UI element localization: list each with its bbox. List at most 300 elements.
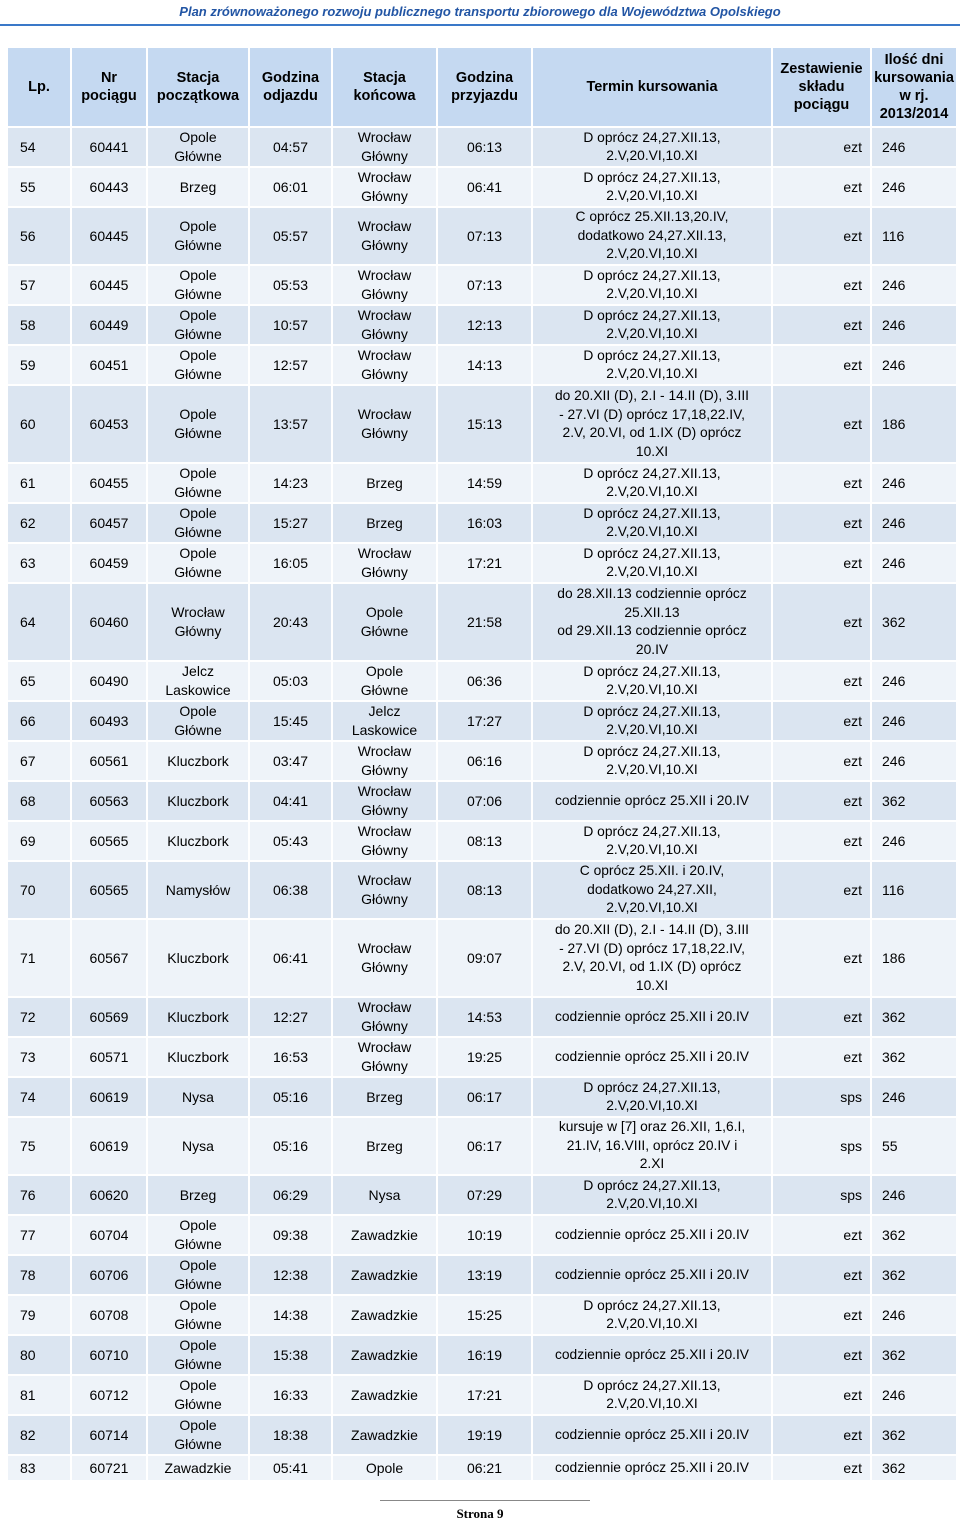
table-row (7, 1117, 957, 1175)
cell-arrival-time: 16:03 (437, 503, 532, 543)
cell-departure-time: 15:38 (249, 1335, 332, 1375)
cell-lp: 70 (7, 861, 71, 919)
cell-train-number: 60619 (71, 1077, 147, 1117)
table-row (7, 1215, 957, 1255)
cell-train-number: 60459 (71, 543, 147, 583)
cell-train-number: 60457 (71, 503, 147, 543)
cell-days-count: 246 (871, 503, 957, 543)
cell-train-composition: ezt (772, 861, 871, 919)
cell-start-station: Kluczbork (147, 919, 249, 997)
table-row (7, 207, 957, 265)
cell-schedule-terms: codziennie oprócz 25.XII i 20.IV (532, 1415, 772, 1455)
cell-lp: 73 (7, 1037, 71, 1077)
cell-start-station: Opole Główne (147, 1295, 249, 1335)
cell-lp: 62 (7, 503, 71, 543)
cell-days-count: 246 (871, 661, 957, 701)
cell-arrival-time: 08:13 (437, 821, 532, 861)
cell-train-composition: sps (772, 1175, 871, 1215)
cell-arrival-time: 17:21 (437, 1375, 532, 1415)
cell-schedule-terms: codziennie oprócz 25.XII i 20.IV (532, 1037, 772, 1077)
cell-end-station: Wrocław Główny (332, 167, 437, 207)
cell-train-number: 60451 (71, 345, 147, 385)
cell-train-composition: ezt (772, 1375, 871, 1415)
cell-days-count: 246 (871, 741, 957, 781)
cell-arrival-time: 06:21 (437, 1455, 532, 1481)
table-row (7, 997, 957, 1037)
document-header (0, 0, 960, 30)
cell-train-number: 60620 (71, 1175, 147, 1215)
cell-days-count: 246 (871, 701, 957, 741)
cell-lp: 59 (7, 345, 71, 385)
cell-train-number: 60571 (71, 1037, 147, 1077)
cell-lp: 64 (7, 583, 71, 661)
cell-train-number: 60443 (71, 167, 147, 207)
cell-arrival-time: 15:13 (437, 385, 532, 463)
cell-end-station: Wrocław Główny (332, 1037, 437, 1077)
cell-end-station: Opole Główne (332, 661, 437, 701)
cell-lp: 65 (7, 661, 71, 701)
cell-end-station: Zawadzkie (332, 1295, 437, 1335)
cell-train-composition: ezt (772, 661, 871, 701)
column-header-days-count: Ilość dni kursowania w rj. 2013/2014 (871, 47, 957, 127)
column-header-end-station: Stacja końcowa (332, 47, 437, 127)
cell-days-count: 246 (871, 127, 957, 167)
cell-arrival-time: 12:13 (437, 305, 532, 345)
cell-lp: 66 (7, 701, 71, 741)
cell-lp: 83 (7, 1455, 71, 1481)
cell-lp: 60 (7, 385, 71, 463)
cell-end-station: Wrocław Główny (332, 997, 437, 1037)
table-row (7, 1037, 957, 1077)
cell-departure-time: 12:27 (249, 997, 332, 1037)
cell-schedule-terms: do 20.XII (D), 2.I - 14.II (D), 3.III - 27.VI (D) oprócz 17,18,22.IV, 2.V, 20.VI, od 1.IX (D) oprócz 10.XI (532, 385, 772, 463)
cell-start-station: Opole Główne (147, 543, 249, 583)
cell-schedule-terms: D oprócz 24,27.XII.13, 2.V,20.VI,10.XI (532, 1375, 772, 1415)
column-header-train-composition: Zestawienie składu pociągu (772, 47, 871, 127)
cell-train-composition: ezt (772, 1415, 871, 1455)
cell-train-number: 60565 (71, 861, 147, 919)
cell-start-station: Nysa (147, 1117, 249, 1175)
table-row (7, 821, 957, 861)
cell-lp: 82 (7, 1415, 71, 1455)
cell-train-number: 60706 (71, 1255, 147, 1295)
cell-train-number: 60455 (71, 463, 147, 503)
cell-end-station: Wrocław Główny (332, 127, 437, 167)
cell-days-count: 246 (871, 1175, 957, 1215)
cell-train-composition: ezt (772, 543, 871, 583)
cell-arrival-time: 06:13 (437, 127, 532, 167)
cell-departure-time: 06:29 (249, 1175, 332, 1215)
cell-schedule-terms: D oprócz 24,27.XII.13, 2.V,20.VI,10.XI (532, 265, 772, 305)
table-row (7, 861, 957, 919)
cell-end-station: Brzeg (332, 1077, 437, 1117)
cell-schedule-terms: D oprócz 24,27.XII.13, 2.V,20.VI,10.XI (532, 167, 772, 207)
cell-days-count: 116 (871, 861, 957, 919)
cell-days-count: 246 (871, 821, 957, 861)
cell-train-composition: ezt (772, 1335, 871, 1375)
cell-end-station: Wrocław Główny (332, 741, 437, 781)
cell-schedule-terms: D oprócz 24,27.XII.13, 2.V,20.VI,10.XI (532, 345, 772, 385)
cell-train-composition: ezt (772, 167, 871, 207)
cell-end-station: Zawadzkie (332, 1335, 437, 1375)
cell-arrival-time: 07:13 (437, 265, 532, 305)
cell-departure-time: 04:41 (249, 781, 332, 821)
cell-start-station: Jelcz Laskowice (147, 661, 249, 701)
cell-end-station: Nysa (332, 1175, 437, 1215)
cell-lp: 74 (7, 1077, 71, 1117)
cell-departure-time: 06:38 (249, 861, 332, 919)
cell-end-station: Wrocław Główny (332, 207, 437, 265)
cell-train-number: 60565 (71, 821, 147, 861)
cell-schedule-terms: D oprócz 24,27.XII.13, 2.V,20.VI,10.XI (532, 305, 772, 345)
cell-arrival-time: 16:19 (437, 1335, 532, 1375)
cell-departure-time: 12:57 (249, 345, 332, 385)
cell-schedule-terms: D oprócz 24,27.XII.13, 2.V,20.VI,10.XI (532, 503, 772, 543)
cell-end-station: Wrocław Główny (332, 385, 437, 463)
cell-departure-time: 09:38 (249, 1215, 332, 1255)
cell-lp: 69 (7, 821, 71, 861)
cell-end-station: Zawadzkie (332, 1255, 437, 1295)
cell-lp: 71 (7, 919, 71, 997)
cell-train-number: 60460 (71, 583, 147, 661)
cell-end-station: Wrocław Główny (332, 265, 437, 305)
table-row (7, 1375, 957, 1415)
cell-arrival-time: 19:25 (437, 1037, 532, 1077)
cell-arrival-time: 06:17 (437, 1077, 532, 1117)
cell-start-station: Kluczbork (147, 781, 249, 821)
cell-schedule-terms: codziennie oprócz 25.XII i 20.IV (532, 997, 772, 1037)
cell-days-count: 362 (871, 583, 957, 661)
cell-train-number: 60445 (71, 265, 147, 305)
table-row (7, 781, 957, 821)
cell-schedule-terms: C oprócz 25.XII. i 20.IV, dodatkowo 24,27.XII, 2.V,20.VI,10.XI (532, 861, 772, 919)
cell-lp: 76 (7, 1175, 71, 1215)
cell-train-number: 60493 (71, 701, 147, 741)
cell-schedule-terms: kursuje w [7] oraz 26.XII, 1,6.I, 21.IV, 16.VIII, oprócz 20.IV i 2.XI (532, 1117, 772, 1175)
cell-departure-time: 13:57 (249, 385, 332, 463)
cell-days-count: 362 (871, 1255, 957, 1295)
table-row (7, 1255, 957, 1295)
table-row (7, 583, 957, 661)
cell-departure-time: 03:47 (249, 741, 332, 781)
cell-end-station: Wrocław Główny (332, 919, 437, 997)
cell-start-station: Opole Główne (147, 127, 249, 167)
cell-train-number: 60441 (71, 127, 147, 167)
cell-days-count: 246 (871, 1077, 957, 1117)
cell-arrival-time: 08:13 (437, 861, 532, 919)
cell-departure-time: 18:38 (249, 1415, 332, 1455)
cell-days-count: 55 (871, 1117, 957, 1175)
cell-schedule-terms: C oprócz 25.XII.13,20.IV, dodatkowo 24,27.XII.13, 2.V,20.VI,10.XI (532, 207, 772, 265)
cell-start-station: Opole Główne (147, 1375, 249, 1415)
cell-departure-time: 15:27 (249, 503, 332, 543)
table-row (7, 1455, 957, 1481)
cell-schedule-terms: codziennie oprócz 25.XII i 20.IV (532, 1215, 772, 1255)
cell-schedule-terms: D oprócz 24,27.XII.13, 2.V,20.VI,10.XI (532, 543, 772, 583)
cell-departure-time: 04:57 (249, 127, 332, 167)
cell-schedule-terms: D oprócz 24,27.XII.13, 2.V,20.VI,10.XI (532, 127, 772, 167)
cell-lp: 77 (7, 1215, 71, 1255)
cell-lp: 54 (7, 127, 71, 167)
cell-departure-time: 05:43 (249, 821, 332, 861)
cell-train-number: 60721 (71, 1455, 147, 1481)
cell-arrival-time: 14:59 (437, 463, 532, 503)
cell-days-count: 246 (871, 463, 957, 503)
cell-end-station: Zawadzkie (332, 1375, 437, 1415)
cell-lp: 61 (7, 463, 71, 503)
column-header-start-station: Stacja początkowa (147, 47, 249, 127)
cell-lp: 78 (7, 1255, 71, 1295)
table-row (7, 127, 957, 167)
cell-days-count: 362 (871, 1335, 957, 1375)
table-row (7, 661, 957, 701)
cell-start-station: Kluczbork (147, 997, 249, 1037)
cell-schedule-terms: D oprócz 24,27.XII.13, 2.V,20.VI,10.XI (532, 701, 772, 741)
cell-train-number: 60619 (71, 1117, 147, 1175)
cell-schedule-terms: D oprócz 24,27.XII.13, 2.V,20.VI,10.XI (532, 821, 772, 861)
cell-lp: 56 (7, 207, 71, 265)
cell-days-count: 186 (871, 385, 957, 463)
cell-train-composition: ezt (772, 781, 871, 821)
cell-train-number: 60710 (71, 1335, 147, 1375)
cell-schedule-terms: codziennie oprócz 25.XII i 20.IV (532, 781, 772, 821)
cell-arrival-time: 06:17 (437, 1117, 532, 1175)
cell-schedule-terms: D oprócz 24,27.XII.13, 2.V,20.VI,10.XI (532, 661, 772, 701)
cell-start-station: Zawadzkie (147, 1455, 249, 1481)
cell-departure-time: 05:41 (249, 1455, 332, 1481)
cell-schedule-terms: D oprócz 24,27.XII.13, 2.V,20.VI,10.XI (532, 1077, 772, 1117)
table-row (7, 503, 957, 543)
cell-train-composition: ezt (772, 1215, 871, 1255)
cell-departure-time: 05:16 (249, 1077, 332, 1117)
column-header-departure-time: Godzina odjazdu (249, 47, 332, 127)
cell-arrival-time: 14:53 (437, 997, 532, 1037)
cell-train-composition: ezt (772, 207, 871, 265)
cell-days-count: 362 (871, 1037, 957, 1077)
cell-end-station: Wrocław Główny (332, 781, 437, 821)
cell-start-station: Namysłów (147, 861, 249, 919)
cell-train-composition: ezt (772, 919, 871, 997)
cell-departure-time: 16:53 (249, 1037, 332, 1077)
cell-start-station: Brzeg (147, 1175, 249, 1215)
table-row (7, 1335, 957, 1375)
table-row (7, 385, 957, 463)
cell-lp: 80 (7, 1335, 71, 1375)
cell-train-number: 60490 (71, 661, 147, 701)
cell-start-station: Opole Główne (147, 1335, 249, 1375)
timetable (6, 46, 958, 1482)
cell-arrival-time: 07:29 (437, 1175, 532, 1215)
cell-days-count: 246 (871, 305, 957, 345)
cell-schedule-terms: codziennie oprócz 25.XII i 20.IV (532, 1455, 772, 1481)
cell-arrival-time: 17:27 (437, 701, 532, 741)
table-row (7, 265, 957, 305)
cell-start-station: Kluczbork (147, 1037, 249, 1077)
cell-arrival-time: 07:06 (437, 781, 532, 821)
cell-schedule-terms: codziennie oprócz 25.XII i 20.IV (532, 1335, 772, 1375)
cell-train-composition: ezt (772, 997, 871, 1037)
cell-train-number: 60569 (71, 997, 147, 1037)
cell-train-number: 60714 (71, 1415, 147, 1455)
cell-arrival-time: 13:19 (437, 1255, 532, 1295)
cell-start-station: Opole Główne (147, 1215, 249, 1255)
cell-train-composition: ezt (772, 1455, 871, 1481)
cell-train-number: 60567 (71, 919, 147, 997)
cell-arrival-time: 15:25 (437, 1295, 532, 1335)
cell-train-composition: ezt (772, 583, 871, 661)
cell-start-station: Opole Główne (147, 207, 249, 265)
cell-arrival-time: 09:07 (437, 919, 532, 997)
cell-departure-time: 06:01 (249, 167, 332, 207)
cell-days-count: 246 (871, 167, 957, 207)
cell-start-station: Nysa (147, 1077, 249, 1117)
cell-train-composition: sps (772, 1077, 871, 1117)
cell-lp: 67 (7, 741, 71, 781)
page-number: Strona 9 (456, 1506, 504, 1521)
cell-lp: 81 (7, 1375, 71, 1415)
cell-departure-time: 05:53 (249, 265, 332, 305)
cell-days-count: 116 (871, 207, 957, 265)
cell-schedule-terms: D oprócz 24,27.XII.13, 2.V,20.VI,10.XI (532, 1295, 772, 1335)
cell-start-station: Opole Główne (147, 265, 249, 305)
cell-train-number: 60453 (71, 385, 147, 463)
cell-end-station: Zawadzkie (332, 1215, 437, 1255)
cell-days-count: 362 (871, 1415, 957, 1455)
cell-lp: 57 (7, 265, 71, 305)
cell-end-station: Opole Główne (332, 583, 437, 661)
cell-train-number: 60561 (71, 741, 147, 781)
cell-start-station: Wrocław Główny (147, 583, 249, 661)
cell-arrival-time: 06:41 (437, 167, 532, 207)
cell-end-station: Wrocław Główny (332, 861, 437, 919)
table-header-row (7, 47, 957, 127)
cell-train-composition: ezt (772, 1255, 871, 1295)
cell-start-station: Opole Główne (147, 701, 249, 741)
cell-days-count: 246 (871, 265, 957, 305)
cell-train-number: 60563 (71, 781, 147, 821)
cell-start-station: Opole Główne (147, 503, 249, 543)
cell-lp: 55 (7, 167, 71, 207)
column-header-arrival-time: Godzina przyjazdu (437, 47, 532, 127)
cell-arrival-time: 14:13 (437, 345, 532, 385)
cell-train-composition: ezt (772, 503, 871, 543)
table-row (7, 1175, 957, 1215)
cell-departure-time: 05:57 (249, 207, 332, 265)
cell-departure-time: 16:05 (249, 543, 332, 583)
cell-arrival-time: 10:19 (437, 1215, 532, 1255)
cell-lp: 58 (7, 305, 71, 345)
cell-train-composition: ezt (772, 305, 871, 345)
cell-end-station: Wrocław Główny (332, 305, 437, 345)
table-row (7, 463, 957, 503)
cell-departure-time: 20:43 (249, 583, 332, 661)
cell-departure-time: 06:41 (249, 919, 332, 997)
footer-divider (380, 1500, 590, 1501)
cell-train-composition: ezt (772, 345, 871, 385)
cell-train-number: 60712 (71, 1375, 147, 1415)
cell-days-count: 362 (871, 997, 957, 1037)
cell-arrival-time: 06:36 (437, 661, 532, 701)
cell-departure-time: 12:38 (249, 1255, 332, 1295)
cell-train-composition: ezt (772, 265, 871, 305)
table-row (7, 167, 957, 207)
table-row (7, 345, 957, 385)
column-header-lp: Lp. (7, 47, 71, 127)
cell-days-count: 246 (871, 543, 957, 583)
cell-train-composition: ezt (772, 385, 871, 463)
cell-start-station: Brzeg (147, 167, 249, 207)
cell-schedule-terms: D oprócz 24,27.XII.13, 2.V,20.VI,10.XI (532, 741, 772, 781)
table-row (7, 1415, 957, 1455)
cell-end-station: Wrocław Główny (332, 543, 437, 583)
cell-schedule-terms: D oprócz 24,27.XII.13, 2.V,20.VI,10.XI (532, 1175, 772, 1215)
cell-departure-time: 14:23 (249, 463, 332, 503)
cell-train-composition: ezt (772, 701, 871, 741)
cell-lp: 63 (7, 543, 71, 583)
table-row (7, 701, 957, 741)
cell-departure-time: 05:03 (249, 661, 332, 701)
cell-arrival-time: 06:16 (437, 741, 532, 781)
cell-start-station: Kluczbork (147, 741, 249, 781)
cell-end-station: Wrocław Główny (332, 345, 437, 385)
cell-days-count: 362 (871, 1215, 957, 1255)
column-header-schedule-terms: Termin kursowania (532, 47, 772, 127)
cell-train-number: 60449 (71, 305, 147, 345)
document-footer (0, 1500, 960, 1521)
cell-end-station: Brzeg (332, 463, 437, 503)
cell-days-count: 362 (871, 1455, 957, 1481)
cell-days-count: 246 (871, 345, 957, 385)
cell-departure-time: 15:45 (249, 701, 332, 741)
cell-lp: 75 (7, 1117, 71, 1175)
cell-train-composition: ezt (772, 821, 871, 861)
cell-arrival-time: 21:58 (437, 583, 532, 661)
cell-start-station: Opole Główne (147, 305, 249, 345)
cell-days-count: 246 (871, 1375, 957, 1415)
table-row (7, 305, 957, 345)
cell-start-station: Opole Główne (147, 385, 249, 463)
cell-train-number: 60445 (71, 207, 147, 265)
cell-arrival-time: 17:21 (437, 543, 532, 583)
cell-train-number: 60704 (71, 1215, 147, 1255)
cell-train-composition: ezt (772, 1295, 871, 1335)
cell-arrival-time: 19:19 (437, 1415, 532, 1455)
cell-train-composition: ezt (772, 463, 871, 503)
cell-end-station: Wrocław Główny (332, 821, 437, 861)
document-title: Plan zrównoważonego rozwoju publicznego transportu zbiorowego dla Województwa Opolskiego (179, 4, 781, 19)
cell-schedule-terms: do 28.XII.13 codziennie oprócz 25.XII.13 od 29.XII.13 codziennie oprócz 20.IV (532, 583, 772, 661)
table-row (7, 1295, 957, 1335)
cell-departure-time: 16:33 (249, 1375, 332, 1415)
cell-departure-time: 05:16 (249, 1117, 332, 1175)
cell-start-station: Opole Główne (147, 1415, 249, 1455)
cell-start-station: Opole Główne (147, 463, 249, 503)
cell-arrival-time: 07:13 (437, 207, 532, 265)
cell-end-station: Opole (332, 1455, 437, 1481)
column-header-train-number: Nr pociągu (71, 47, 147, 127)
cell-schedule-terms: D oprócz 24,27.XII.13, 2.V,20.VI,10.XI (532, 463, 772, 503)
table-row (7, 919, 957, 997)
cell-days-count: 362 (871, 781, 957, 821)
cell-end-station: Zawadzkie (332, 1415, 437, 1455)
cell-start-station: Opole Główne (147, 1255, 249, 1295)
cell-train-composition: ezt (772, 127, 871, 167)
cell-departure-time: 14:38 (249, 1295, 332, 1335)
cell-train-composition: ezt (772, 1037, 871, 1077)
cell-lp: 72 (7, 997, 71, 1037)
cell-days-count: 246 (871, 1295, 957, 1335)
cell-train-composition: sps (772, 1117, 871, 1175)
